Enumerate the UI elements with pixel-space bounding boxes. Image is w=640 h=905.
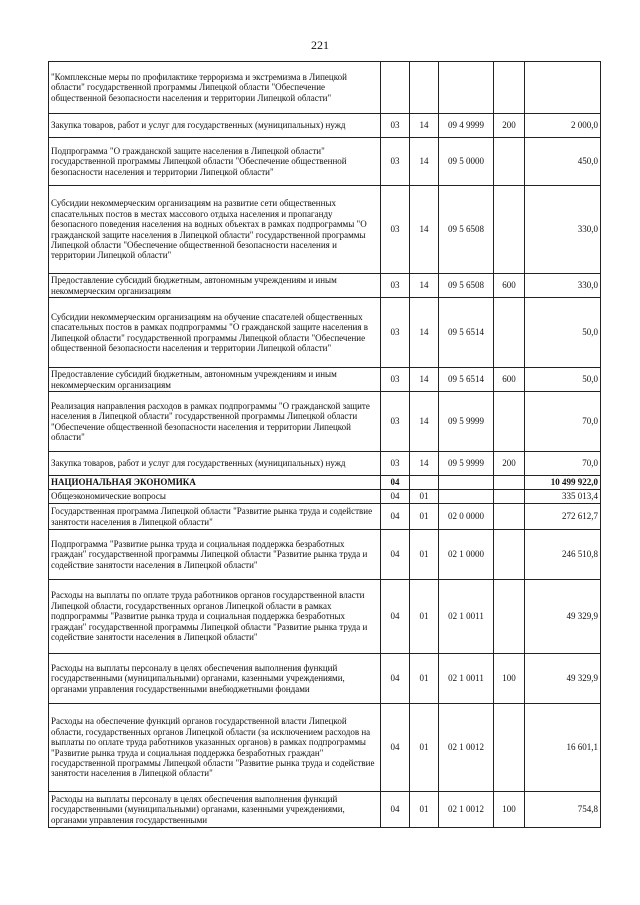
table-row — [49, 490, 601, 504]
row-subsection: 14 — [410, 138, 439, 186]
table-row — [49, 274, 601, 298]
row-target-article: 02 1 0011 — [439, 580, 494, 654]
budget-table-body — [49, 62, 601, 828]
row-name: Закупка товаров, работ и услуг для государственных (муниципальных) нужд — [49, 452, 381, 476]
row-section: 03 — [381, 392, 410, 452]
table-row — [49, 368, 601, 392]
row-expense-type: 600 — [494, 274, 525, 298]
row-target-article: 09 5 0000 — [439, 138, 494, 186]
row-expense-type — [494, 186, 525, 274]
row-section: 03 — [381, 368, 410, 392]
row-target-article — [439, 476, 494, 490]
row-section: 04 — [381, 580, 410, 654]
row-amount: 49 329,9 — [525, 580, 601, 654]
row-name: Предоставление субсидий бюджетным, автономным учреждениям и иным некоммерческим организациям — [49, 274, 381, 298]
row-name: Подпрограмма "Развитие рынка труда и социальная поддержка безработных граждан" государственной программы Липецкой области "Развитие рынка труда и содействие занятости населения в Липецкой области" — [49, 530, 381, 580]
row-subsection: 01 — [410, 654, 439, 704]
row-target-article — [439, 490, 494, 504]
row-expense-type: 600 — [494, 368, 525, 392]
row-amount: 754,8 — [525, 792, 601, 828]
row-subsection: 14 — [410, 368, 439, 392]
row-expense-type — [494, 530, 525, 580]
row-amount: 70,0 — [525, 392, 601, 452]
row-subsection: 14 — [410, 186, 439, 274]
row-section: 03 — [381, 298, 410, 368]
table-row — [49, 530, 601, 580]
row-expense-type — [494, 504, 525, 530]
table-row — [49, 792, 601, 828]
row-amount: 2 000,0 — [525, 114, 601, 138]
row-name: Расходы на обеспечение функций органов государственной власти Липецкой области, государственных органов Липецкой области (за исключением расходов на выплаты по оплате труда работников указанных органов) в рамках подпрограммы "Развитие рынка труда и социальная поддержка безработных граждан" государственной программы Липецкой области "Развитие рынка труда и содействие занятости населения в Липецкой области" — [49, 704, 381, 792]
row-amount: 16 601,1 — [525, 704, 601, 792]
row-target-article: 02 1 0012 — [439, 792, 494, 828]
row-amount: 50,0 — [525, 368, 601, 392]
table-row — [49, 186, 601, 274]
row-section: 03 — [381, 452, 410, 476]
table-row — [49, 654, 601, 704]
row-section: 04 — [381, 654, 410, 704]
row-amount: 10 499 922,0 — [525, 476, 601, 490]
row-expense-type — [494, 138, 525, 186]
table-row — [49, 704, 601, 792]
row-section: 03 — [381, 138, 410, 186]
row-name: Расходы на выплаты персоналу в целях обеспечения выполнения функций государственными (муниципальными) органами, казенными учреждениями, органами управления государственными — [49, 792, 381, 828]
table-row — [49, 62, 601, 114]
row-target-article: 02 1 0012 — [439, 704, 494, 792]
table-row — [49, 580, 601, 654]
row-section: 03 — [381, 274, 410, 298]
table-row — [49, 298, 601, 368]
row-subsection: 14 — [410, 114, 439, 138]
row-subsection: 01 — [410, 490, 439, 504]
row-name: Предоставление субсидий бюджетным, автономным учреждениям и иным некоммерческим организациям — [49, 368, 381, 392]
table-row — [49, 392, 601, 452]
row-section: 04 — [381, 490, 410, 504]
row-amount: 246 510,8 — [525, 530, 601, 580]
row-subsection: 14 — [410, 452, 439, 476]
row-section: 03 — [381, 114, 410, 138]
row-expense-type — [494, 298, 525, 368]
row-amount: 272 612,7 — [525, 504, 601, 530]
row-amount: 50,0 — [525, 298, 601, 368]
row-section: 04 — [381, 504, 410, 530]
row-subsection: 14 — [410, 274, 439, 298]
row-amount: 49 329,9 — [525, 654, 601, 704]
row-expense-type: 200 — [494, 114, 525, 138]
row-subsection: 14 — [410, 298, 439, 368]
row-subsection: 01 — [410, 704, 439, 792]
row-name: Субсидии некоммерческим организациям на развитие сети общественных спасательных постов в местах массового отдыха населения и пропаганду безопасного поведения населения на водных объектах в рамках подпрограммы "О гражданской защите населения в Липецкой области" государственной программы Липецкой области "Обеспечение общественной безопасности населения и территории Липецкой области" — [49, 186, 381, 274]
table-row — [49, 138, 601, 186]
table-row — [49, 476, 601, 490]
row-expense-type — [494, 704, 525, 792]
row-subsection: 14 — [410, 392, 439, 452]
row-name: НАЦИОНАЛЬНАЯ ЭКОНОМИКА — [49, 476, 381, 490]
row-amount: 330,0 — [525, 274, 601, 298]
table-row — [49, 452, 601, 476]
row-name: Общеэкономические вопросы — [49, 490, 381, 504]
row-subsection — [410, 62, 439, 114]
row-target-article: 09 5 9999 — [439, 452, 494, 476]
row-target-article: 09 5 6508 — [439, 186, 494, 274]
row-target-article: 09 5 6514 — [439, 368, 494, 392]
row-name: Закупка товаров, работ и услуг для государственных (муниципальных) нужд — [49, 114, 381, 138]
row-amount: 70,0 — [525, 452, 601, 476]
row-target-article: 09 4 9999 — [439, 114, 494, 138]
row-amount: 335 013,4 — [525, 490, 601, 504]
row-amount — [525, 62, 601, 114]
row-expense-type — [494, 580, 525, 654]
row-target-article: 09 5 6508 — [439, 274, 494, 298]
budget-table — [48, 61, 601, 828]
row-expense-type: 100 — [494, 792, 525, 828]
row-target-article — [439, 62, 494, 114]
row-target-article: 09 5 6514 — [439, 298, 494, 368]
row-section: 03 — [381, 186, 410, 274]
row-name: Государственная программа Липецкой области "Развитие рынка труда и содействие занятости населения в Липецкой области" — [49, 504, 381, 530]
row-section — [381, 62, 410, 114]
row-target-article: 02 0 0000 — [439, 504, 494, 530]
row-name: Субсидии некоммерческим организациям на обучение спасателей общественных спасательных постов в рамках подпрограммы "О гражданской защите населения в Липецкой области" государственной программы Липецкой области "Обеспечение общественной безопасности населения и территории Липецкой области" — [49, 298, 381, 368]
row-amount: 450,0 — [525, 138, 601, 186]
row-subsection: 01 — [410, 530, 439, 580]
row-target-article: 02 1 0000 — [439, 530, 494, 580]
row-subsection: 01 — [410, 792, 439, 828]
row-section: 04 — [381, 704, 410, 792]
table-row — [49, 114, 601, 138]
row-expense-type — [494, 392, 525, 452]
row-expense-type — [494, 490, 525, 504]
row-name: Подпрограмма "О гражданской защите населения в Липецкой области" государственной программы Липецкой области "Обеспечение общественной безопасности населения и территории Липецкой области" — [49, 138, 381, 186]
row-name: Расходы на выплаты по оплате труда работников органов государственной власти Липецкой области, государственных органов Липецкой области в рамках подпрограммы "Развитие рынка труда и социальная поддержка безработных граждан" государственной программы Липецкой области "Развитие рынка труда и содействие занятости населения в Липецкой области" — [49, 580, 381, 654]
page-number: 221 — [311, 38, 329, 52]
row-name: "Комплексные меры по профилактике терроризма и экстремизма в Липецкой области" государственной программы Липецкой области "Обеспечение общественной безопасности населения и территории Липецкой области" — [49, 62, 381, 114]
row-subsection: 01 — [410, 504, 439, 530]
row-section: 04 — [381, 792, 410, 828]
row-section: 04 — [381, 476, 410, 490]
row-expense-type: 100 — [494, 654, 525, 704]
row-target-article: 09 5 9999 — [439, 392, 494, 452]
row-section: 04 — [381, 530, 410, 580]
row-target-article: 02 1 0011 — [439, 654, 494, 704]
row-name: Расходы на выплаты персоналу в целях обеспечения выполнения функций государственными (муниципальными) органами, казенными учреждениями, органами управления государственными внебюджетными фондами — [49, 654, 381, 704]
table-row — [49, 504, 601, 530]
row-name: Реализация направления расходов в рамках подпрограммы "О гражданской защите населения в Липецкой области" государственной программы Липецкой области "Обеспечение общественной безопасности населения и территории Липецкой области" — [49, 392, 381, 452]
row-expense-type — [494, 476, 525, 490]
row-amount: 330,0 — [525, 186, 601, 274]
row-expense-type — [494, 62, 525, 114]
row-subsection — [410, 476, 439, 490]
row-subsection: 01 — [410, 580, 439, 654]
row-expense-type: 200 — [494, 452, 525, 476]
